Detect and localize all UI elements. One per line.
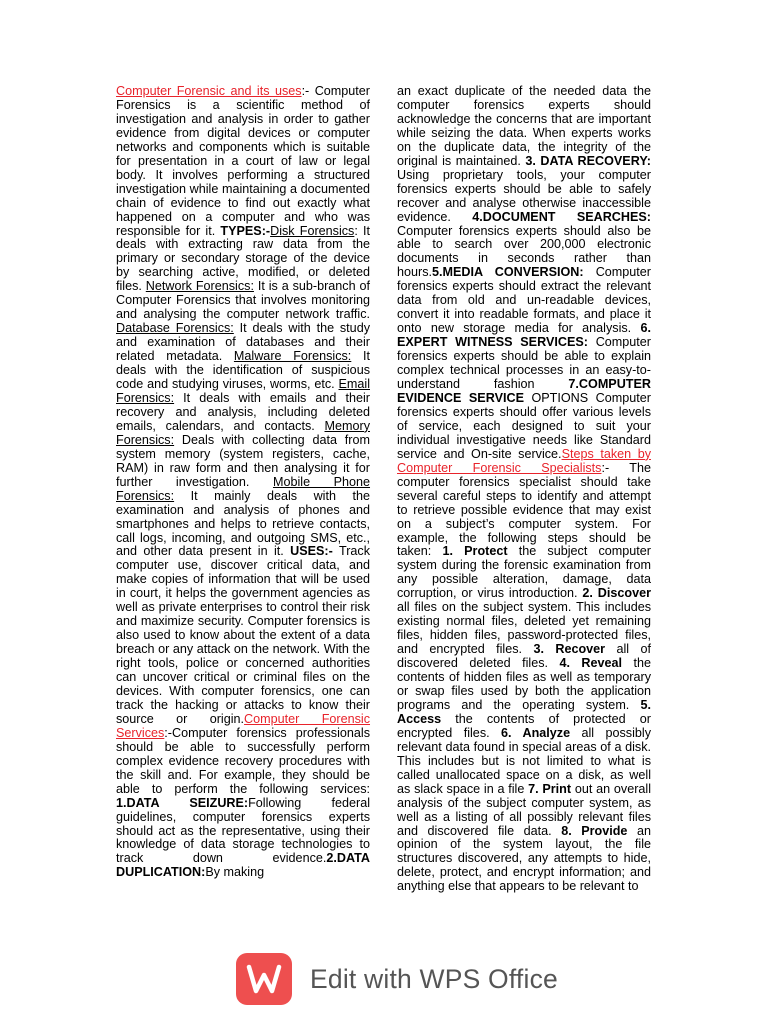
text-bold: 7.COMPUTER EVIDENCE SERVICE: [397, 377, 651, 405]
text: Computer forensics experts should also be able to search over 200,000 electronic documents in seconds rather than hours.: [397, 223, 651, 280]
text-bold: 1.DATA SEIZURE:: [116, 795, 249, 810]
text-bold: 3. Recover: [533, 642, 606, 657]
term-memory: Memory Forensics:: [116, 418, 370, 447]
text: Computer forensics experts should extract the relevant data from old and un-readable devices, convert it into readable formats, and place it onto new storage media for analysis.: [397, 265, 652, 336]
heading-steps: Steps taken by Computer Forensic Specialists: [397, 446, 651, 475]
text-bold: 6. EXPERT WITNESS SERVICES:: [397, 321, 651, 350]
text-bold: 8. Provide: [561, 823, 628, 838]
text: Using proprietary tools, your computer forensics experts should be able to safely recover and analyse otherwise inaccessible evidence.: [397, 167, 651, 224]
wps-edit-banner[interactable]: [236, 951, 566, 1007]
left-column: [116, 85, 370, 880]
text: It mainly deals with the examination and analysis of phones and smartphones and helps to retrieve contacts, call logs, incoming, and outgoing SMS, etc., and other data present in it.: [116, 488, 370, 559]
text: an opinion of the system layout, the file structures discovered, any attempts to hide, delete, protect, and encrypt information; and anything else that appears to be relevant to: [397, 823, 651, 894]
text: all files on the subject system. This includes existing normal files, deleted yet remaining files, hidden files, password-protected files, and encrypted files.: [397, 600, 651, 657]
text-bold: TYPES:-: [220, 223, 271, 238]
text: By making: [205, 865, 265, 880]
text: the subject computer system during the forensic examination from any possible alteration, damage, data corruption, or virus introduction.: [397, 544, 651, 601]
text: It deals with emails and their recovery and analysis, including deleted emails, calendars, and contacts.: [116, 390, 370, 433]
paragraph: [397, 85, 651, 894]
wps-logo-icon: [236, 953, 292, 1005]
text: OPTIONS Computer forensics experts should offer various levels of service, each designed to suit your individual investigative needs like Standard service and On-site service.: [397, 390, 651, 461]
text: Deals with collecting data from system memory (system registers, cache, RAM) in raw form and then analysing it for further investigation.: [116, 432, 370, 489]
text-bold: 3. DATA RECOVERY:: [525, 153, 651, 168]
text-bold: 2. Discover: [582, 586, 651, 601]
text-bold: 5.MEDIA CONVERSION:: [432, 265, 584, 280]
term-mobile: Mobile Phone Forensics:: [116, 474, 371, 503]
text: Computer forensics experts should be able to explain complex technical processes in an easy-to- understand fashion: [397, 335, 651, 392]
text-bold: USES:-: [290, 544, 333, 559]
text: :-Computer forensics professionals should be able to successfully perform complex evidence recovery procedures with the skill and. For example, they should be able to perform the following services:: [116, 725, 370, 796]
text-bold: 4. Reveal: [559, 656, 623, 671]
term-database: Database Forensics:: [116, 321, 234, 336]
text-bold: 7. Print: [528, 781, 572, 796]
text-bold: 4.DOCUMENT SEARCHES:: [472, 209, 651, 224]
wps-edit-label[interactable]: Edit with WPS Office: [310, 963, 558, 994]
text-bold: 1. Protect: [442, 544, 508, 559]
text: all of discovered deleted files.: [397, 642, 651, 671]
term-disk: Disk Forensics: [270, 223, 355, 238]
term-email: Email Forensics:: [116, 377, 370, 405]
text: out an overall analysis of the subject computer system, as well as a listing of all possibly relevant files and discovered file data.: [397, 781, 651, 838]
text: Track computer use, discover critical data, and make copies of information that will be used in court, it helps the government agencies as well as private enterprises to control their risk and maximize security. Computer forensics is also used to know about the extent of a data breach or any attack on the network. With the right tools, police or concerned authorities can uncover critical or criminal files on the devices. With computer forensics, one can track the hacking or attacks to know their source or origin.: [116, 544, 371, 726]
text: : It deals with extracting raw data from the primary or secondary storage of the device by searching active, modified, or deleted files.: [116, 223, 371, 294]
heading-uses: Computer Forensic and its uses: [116, 84, 302, 98]
text-bold: 2.DATA DUPLICATION:: [116, 851, 370, 880]
text: all possibly relevant data found in special areas of a disk. This includes but is not limited to what is called unallocated space on a disk, as well as slack space in a file: [397, 725, 651, 796]
text: It deals with the identification of suspicious code and studying viruses, worms, etc.: [116, 349, 370, 392]
term-network: Network Forensics:: [145, 279, 254, 294]
text-bold: 5. Access: [397, 697, 651, 726]
right-column: [397, 85, 651, 894]
text: Following federal guidelines, computer forensics experts should act as the representative, using their knowledge of data storage technologies to track down evidence.: [116, 795, 370, 866]
text: :- Computer Forensics is a scientific method of investigation and analysis in order to gather evidence from digital devices or computer networks and components which is suitable for presentation in a court of law or legal body. It involves performing a structured investigation while maintaining a documented chain of evidence to find out exactly what happened on a computer and who was responsible for it.: [116, 84, 370, 238]
heading-services: Computer Forensic Services: [116, 711, 371, 740]
term-malware: Malware Forensics:: [233, 349, 352, 364]
text: :- The computer forensics specialist should take several careful steps to identify and attempt to retrieve possible evidence that may exist on a subject’s computer system. For example, the following steps should be taken:: [397, 460, 651, 559]
text: It is a sub-branch of Computer Forensics that involves monitoring and analysing the computer network traffic.: [116, 279, 370, 322]
text: the contents of hidden files as well as temporary or swap files used by both the application programs and the operating system.: [397, 656, 651, 712]
text: It deals with the study and examination of databases and their related metadata.: [116, 321, 370, 364]
text: the contents of protected or encrypted files.: [397, 711, 651, 740]
text: an exact duplicate of the needed data the computer forensics experts should acknowledge the concerns that are important while seizing the data. When experts works on the duplicate data, the integrity of the original is maintained.: [397, 84, 651, 168]
text-bold: 6. Analyze: [501, 725, 571, 740]
paragraph: [116, 85, 370, 880]
